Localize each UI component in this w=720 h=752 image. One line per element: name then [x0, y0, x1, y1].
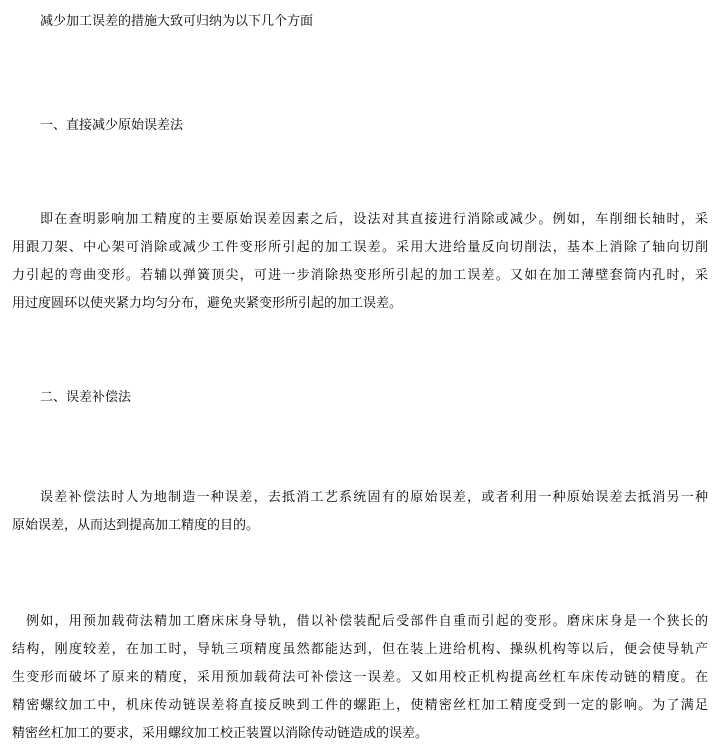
paragraph-line: 力引起的弯曲变形。若辅以弹簧顶尖，可进一步消除热变形所引起的加工误差。又如在加工薄壁套筒内孔时，采	[12, 268, 708, 283]
paragraph-line: 结构，刚度较差，在加工时，导轨三项精度虽然都能达到，但在装上进给机构、操纵机构等以后，便会使导轨产	[12, 642, 708, 657]
section-1-paragraph	[12, 206, 708, 318]
section-1-heading: 一、直接减少原始误差法	[40, 118, 184, 133]
paragraph-line: 例如，用预加载荷法精加工磨床床身导轨，借以补偿装配后受部件自重而引起的变形。磨床床身是一个狭长的	[26, 614, 708, 629]
paragraph-line: 用过度圆环以使夹紧力均匀分布，避免夹紧变形所引起的加工误差。	[12, 296, 403, 311]
paragraph-line: 用跟刀架、中心架可消除或减少工件变形所引起的加工误差。采用大进给量反向切削法，基本上消除了轴向切削	[12, 240, 708, 255]
paragraph-line: 生变形而破坏了原来的精度，采用预加载荷法可补偿这一误差。又如用校正机构提高丝杠车床传动链的精度。在	[12, 670, 708, 685]
intro-text: 减少加工误差的措施大致可归纳为以下几个方面	[40, 14, 314, 29]
paragraph-line: 误差补偿法时人为地制造一种误差，去抵消工艺系统固有的原始误差，或者利用一种原始误差去抵消另一种	[40, 490, 708, 505]
paragraph-line: 原始误差，从而达到提高加工精度的目的。	[12, 518, 260, 533]
paragraph-line: 精密丝杠加工的要求，采用螺纹加工校正装置以消除传动链造成的误差。	[12, 726, 429, 741]
section-2-paragraph-1	[12, 484, 708, 540]
paragraph-line: 即在查明影响加工精度的主要原始误差因素之后，设法对其直接进行消除或减少。例如，车削细长轴时，采	[40, 212, 708, 227]
paragraph-line: 精密螺纹加工中，机床传动链误差将直接反映到工件的螺距上，使精密丝杠加工精度受到一定的影响。为了满足	[12, 698, 708, 713]
section-2-paragraph-2	[12, 608, 708, 748]
section-2-heading: 二、误差补偿法	[40, 390, 132, 405]
